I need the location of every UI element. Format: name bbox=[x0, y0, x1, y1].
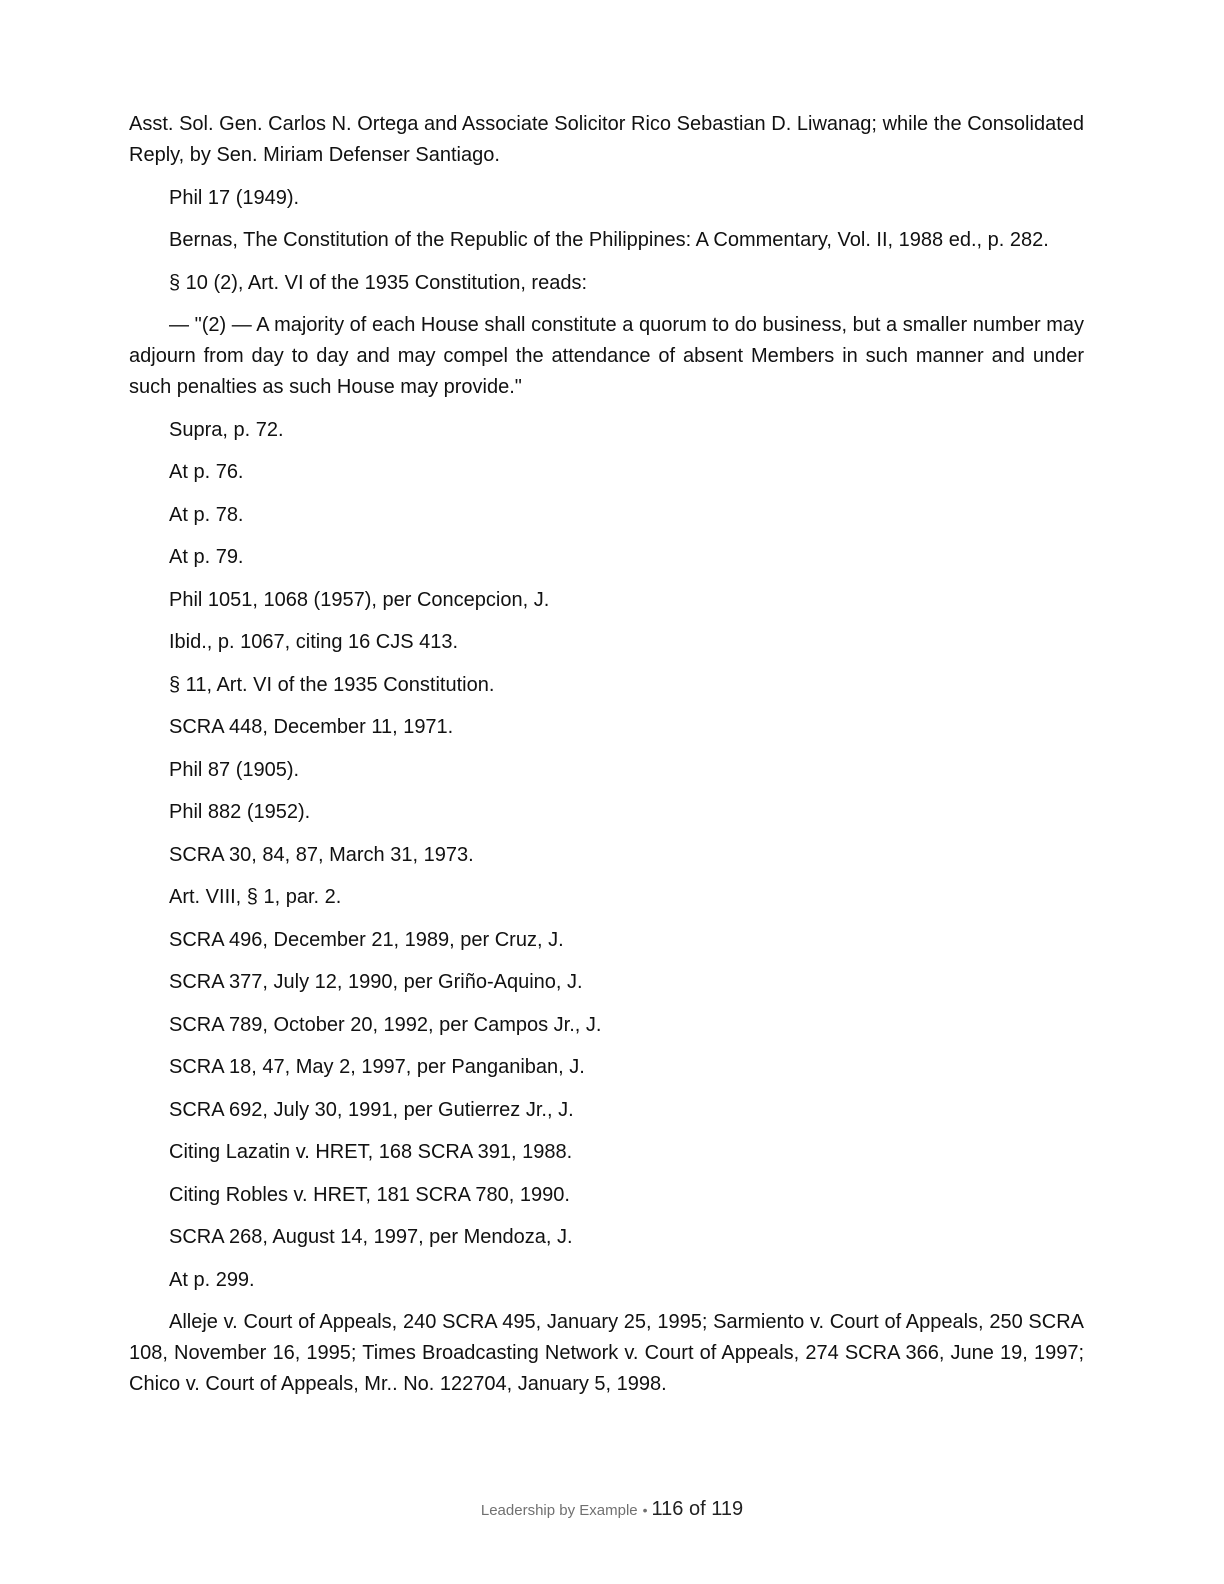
page-footer bbox=[0, 1498, 1224, 1521]
paragraph-19: SCRA 377, July 12, 1990, per Griño-Aquino, J. bbox=[169, 971, 583, 993]
document-body bbox=[129, 109, 1084, 1412]
paragraph-23: Citing Lazatin v. HRET, 168 SCRA 391, 1988. bbox=[169, 1141, 573, 1163]
paragraph-15: Phil 882 (1952). bbox=[169, 801, 311, 823]
paragraph-20: SCRA 789, October 20, 1992, per Campos Jr., J. bbox=[169, 1013, 602, 1036]
paragraph-22: SCRA 692, July 30, 1991, per Gutierrez Jr., J. bbox=[169, 1098, 574, 1121]
paragraph-13: SCRA 448, December 11, 1971. bbox=[169, 716, 454, 738]
paragraph-5: — "(2) — A majority of each House shall constitute a quorum to do business, but a smaller number may adjourn from day to day and may compel the attendance of absent Members in such manner and under such penalties as such House may provide." bbox=[129, 314, 1084, 398]
paragraph-16: SCRA 30, 84, 87, March 31, 1973. bbox=[169, 843, 474, 866]
page-number: 116 of 119 bbox=[651, 1498, 744, 1520]
paragraph-18: SCRA 496, December 21, 1989, per Cruz, J. bbox=[169, 928, 564, 951]
paragraph-11: Ibid., p. 1067, citing 16 CJS 413. bbox=[169, 631, 459, 653]
paragraph-25: SCRA 268, August 14, 1997, per Mendoza, J. bbox=[169, 1226, 573, 1248]
paragraph-17: Art. VIII, § 1, par. 2. bbox=[169, 886, 342, 908]
paragraph-8: At p. 78. bbox=[169, 503, 244, 526]
paragraph-24: Citing Robles v. HRET, 181 SCRA 780, 1990. bbox=[169, 1183, 570, 1206]
paragraph-12: § 11, Art. VI of the 1935 Constitution. bbox=[169, 673, 495, 696]
paragraph-6: Supra, p. 72. bbox=[169, 418, 284, 441]
paragraph-7: At p. 76. bbox=[169, 461, 244, 483]
paragraph-27: Alleje v. Court of Appeals, 240 SCRA 495, January 25, 1995; Sarmiento v. Court of Appeals, 250 SCRA 108, November 16, 1995; Times Broadcasting Network v. Court of Appeals, 274 SCRA 366, June 19, 1997; Chico v. Court of Appeals, Mr.. No. 122704, January 5, 1998. bbox=[129, 1311, 1084, 1395]
paragraph-10: Phil 1051, 1068 (1957), per Concepcion, J. bbox=[169, 588, 550, 611]
paragraph-14: Phil 87 (1905). bbox=[169, 758, 300, 781]
paragraph-1: Asst. Sol. Gen. Carlos N. Ortega and Associate Solicitor Rico Sebastian D. Liwanag; while the Consolidated Reply, by Sen. Miriam Defenser Santiago. bbox=[129, 113, 1084, 166]
paragraph-26: At p. 299. bbox=[169, 1268, 255, 1291]
paragraph-4: § 10 (2), Art. VI of the 1935 Constitution, reads: bbox=[169, 271, 588, 294]
paragraph-9: At p. 79. bbox=[169, 546, 244, 568]
footer-separator: • bbox=[642, 1502, 648, 1518]
paragraph-3: Bernas, The Constitution of the Republic of the Philippines: A Commentary, Vol. II, 1988 ed., p. 282. bbox=[169, 229, 1049, 251]
footer-title: Leadership by Example bbox=[480, 1502, 638, 1519]
paragraph-2: Phil 17 (1949). bbox=[169, 186, 300, 209]
paragraph-21: SCRA 18, 47, May 2, 1997, per Panganiban, J. bbox=[169, 1056, 585, 1078]
